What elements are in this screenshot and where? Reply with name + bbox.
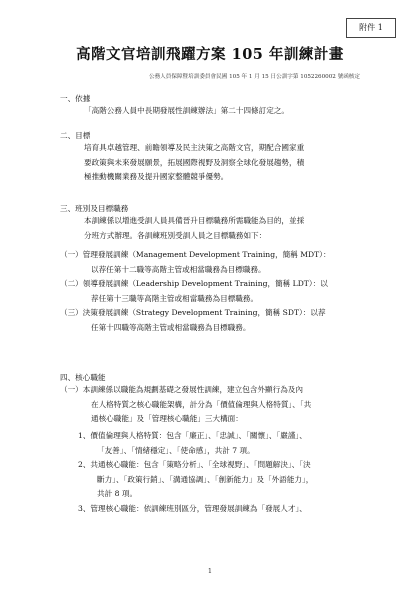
page-number: 1 [207,567,213,575]
paragraph-line: 「高階公務人員中長期發展性訓練辦法」第二十四條訂定之。 [84,106,290,115]
paragraph-line: 分班方式辦理。各訓練班別受訓人員之目標職務如下： [84,230,267,240]
section-1-heading: 一、依據 [60,94,91,103]
list-item-mdt: （一）管理發展訓練（Management Development Training，簡稱 MDT）： 以荐任第十二職等高階主管或相當職務為目標職務。 [60,250,331,274]
paragraph-line: 培育具卓越管理、前瞻領導及民主決策之高階文官，期配合國家重 [84,143,305,152]
section-4-heading: 四、核心職能 [60,373,106,382]
paragraph-line: 在人格特質之核心職能架構，計分為「價值倫理與人格特質」、「共 [91,399,312,409]
section-2-heading: 二、目標 [60,131,91,140]
competency-sublist [78,429,313,517]
paragraph-line: 極推動機關業務及提升國家整體競爭優勢。 [84,172,229,182]
section-4-item-1 [60,383,311,427]
list-item: 2、共通核心職能：包含「策略分析」、「全球視野」、「問題解決」、「決 斷力」、「政策行銷」、「溝通協調」、「創新能力」及「外語能力」， 共計 8 項。 [78,460,314,499]
paragraph-line: （一）本訓練係以職能為規劃基礎之發展性訓練，建立包含外顯行為及內 [60,385,303,394]
document-title: 高階文官培訓飛躍方案 105 年訓練計畫 [76,46,344,63]
list-item: 3、管理核心職能：依訓練班別區分，管理發展訓練為「發展人才」、 [78,503,307,513]
paragraph-line: 本訓練係以增進受訓人員具備晉升目標職務所需職能為目的，並採 [84,216,305,225]
section-1-body [84,104,289,119]
list-item: 1、價值倫理與人格特質：包含「廉正」、「忠誠」、「關懷」、「嚴謹」、 「友善」、「情緒穩定」、「使命感」，共計 7 項。 [78,431,307,455]
section-3-body [84,214,304,243]
approval-line: 公務人員保障暨培訓委員會民國 105 年 1 月 15 日公訓字第 1052260002 號函核定 [148,74,360,80]
paragraph-line: 要政策與未來發展願景，拓展國際視野及洞察全球化發展趨勢，積 [84,157,305,167]
target-position-list [60,248,331,336]
list-item-sdt: （三）決策發展訓練（Strategy Development Training，簡稱 SDT）：以荐 任第十四職等高階主管或相當職務為目標職務。 [60,308,326,332]
section-3-heading: 三、班別及目標職務 [60,204,129,213]
paragraph-line: 通核心職能」及「管理核心職能」三大構面： [91,414,243,424]
attachment-label: 附件 1 [346,18,396,38]
list-item-ldt: （二）領導發展訓練（Leadership Development Training，簡稱 LDT）：以 荐任第十三職等高階主管或相當職務為目標職務。 [60,279,328,303]
section-2-body [84,141,304,185]
